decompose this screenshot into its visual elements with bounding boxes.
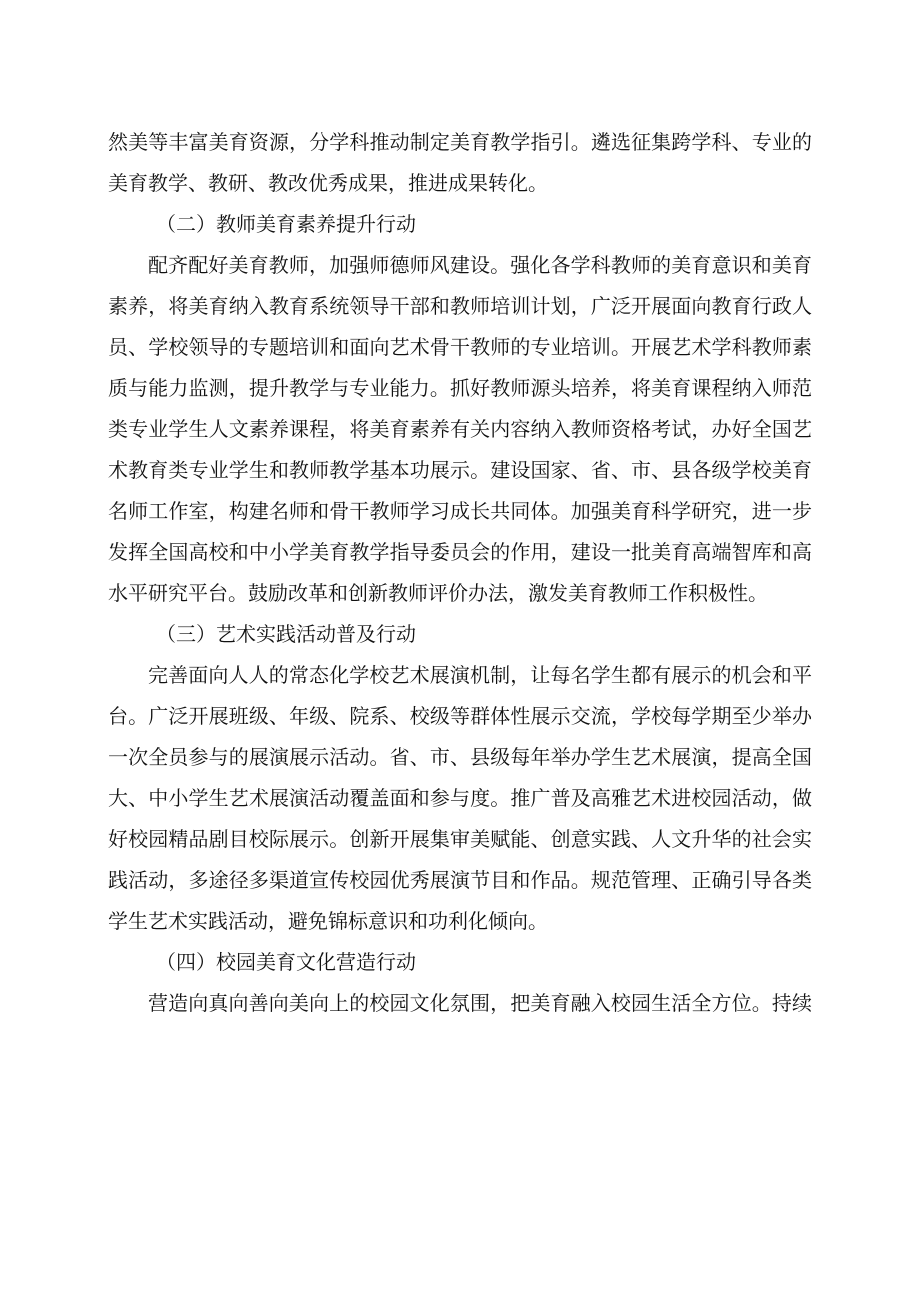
paragraph-line: 术教育类专业学生和教师教学基本功展示。建设国家、省、市、县各级学校美育 (108, 458, 812, 482)
paragraph-line: 水平研究平台。鼓励改革和创新教师评价办法，激发美育教师工作积极性。 (108, 581, 768, 605)
paragraph-line: 类专业学生人文素养课程，将美育素养有关内容纳入教师资格考试，办好全国艺 (108, 417, 812, 441)
paragraph-line: 台。广泛开展班级、年级、院系、校级等群体性展示交流，学校每学期至少举办 (108, 704, 812, 728)
paragraph-line: 员、学校领导的专题培训和面向艺术骨干教师的专业培训。开展艺术学科教师素 (108, 335, 812, 359)
section-heading: （二）教师美育素养提升行动 (156, 212, 416, 236)
paragraph-line: 好校园精品剧目校际展示。创新开展集审美赋能、创意实践、人文升华的社会实 (108, 827, 812, 851)
paragraph-line: 学生艺术实践活动，避免锦标意识和功利化倾向。 (108, 909, 548, 933)
paragraph-line: 配齐配好美育教师，加强师德师风建设。强化各学科教师的美育意识和美育 (148, 253, 812, 277)
paragraph-line: 质与能力监测，提升教学与专业能力。抓好教师源头培养，将美育课程纳入师范 (108, 376, 812, 400)
paragraph-line: 营造向真向善向美向上的校园文化氛围，把美育融入校园生活全方位。持续 (148, 991, 812, 1015)
paragraph-line: 发挥全国高校和中小学美育教学指导委员会的作用，建设一批美育高端智库和高 (108, 540, 812, 564)
section-heading: （四）校园美育文化营造行动 (156, 950, 416, 974)
paragraph-line: 一次全员参与的展演展示活动。省、市、县级每年举办学生艺术展演，提高全国 (108, 745, 812, 769)
paragraph-line: 素养，将美育纳入教育系统领导干部和教师培训计划，广泛开展面向教育行政人 (108, 294, 812, 318)
paragraph-line: 践活动，多途径多渠道宣传校园优秀展演节目和作品。规范管理、正确引导各类 (108, 868, 812, 892)
paragraph-line: 然美等丰富美育资源，分学科推动制定美育教学指引。遴选征集跨学科、专业的 (108, 130, 812, 154)
document-body (108, 122, 812, 1024)
paragraph-line: 完善面向人人的常态化学校艺术展演机制，让每名学生都有展示的机会和平 (148, 663, 812, 687)
paragraph-line: 美育教学、教研、教改优秀成果，推进成果转化。 (108, 171, 548, 195)
section-heading: （三）艺术实践活动普及行动 (156, 622, 416, 646)
paragraph-line: 名师工作室，构建名师和骨干教师学习成长共同体。加强美育科学研究，进一步 (108, 499, 812, 523)
paragraph-line: 大、中小学生艺术展演活动覆盖面和参与度。推广普及高雅艺术进校园活动，做 (108, 786, 812, 810)
